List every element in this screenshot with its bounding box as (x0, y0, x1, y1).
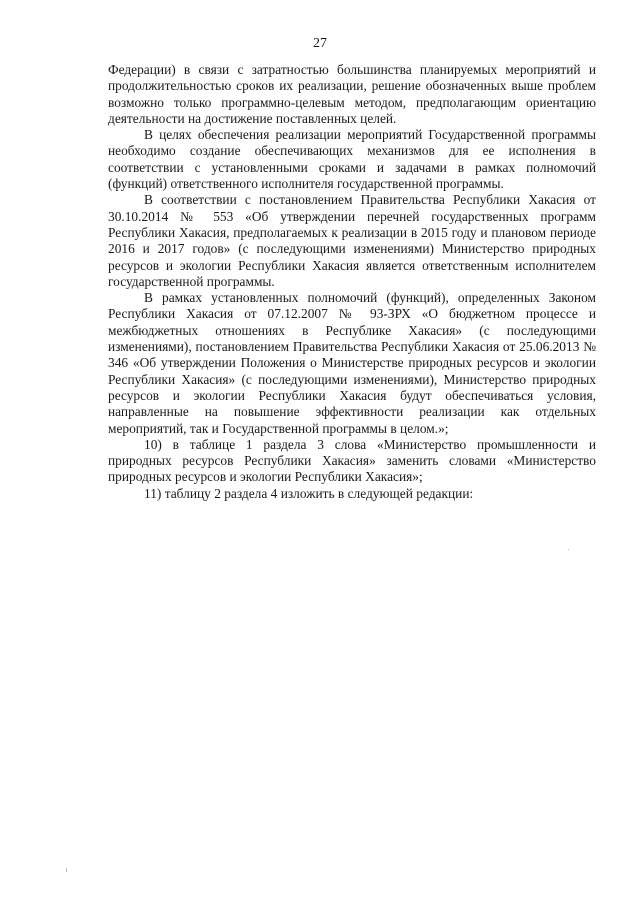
paragraph-item-11: 11) таблицу 2 раздела 4 изложить в следующей редакции: (144, 485, 474, 501)
paragraph-government-resolution: В соответствии с постановлением Правительства Республики Хакасия от 30.10.2014 № 553 «Об утверждении перечней государственных программ Республики Хакасия, предполагаемых к реализации в 2015 году и плановом периоде 2016 и 2017 годов» (с последующими изменениями) Министерство природных ресурсов и экологии Республики Хакасия является ответственным исполнителем государственной программы. (108, 192, 596, 289)
paragraph-continuation: Федерации) в связи с затратностью большинства планируемых мероприятий и продолжительностью сроков их реализации, решение обозначенных выше проблем возможно только программно-целевым методом, предполагающим ориентацию деятельности на достижение поставленных целей. (108, 62, 596, 126)
page-number: 27 (313, 36, 327, 51)
paragraph-powers-functions: В рамках установленных полномочий (функций), определенных Законом Республики Хакасия от 07.12.2007 № 93-ЗРХ «О бюджетном процессе и межбюджетных отношениях в Республике Хакасия» (с последующими изменениями), постановлением Правительства Республики Хакасия от 25.06.2013 № 346 «Об утверждении Положения о Министерстве природных ресурсов и экологии Республики Хакасия» (с последующими изменениями), Министерство природных ресурсов и экологии Республики Хакасия будут обеспечиваться условия, направленные на повышение эффективности реализации как отдельных мероприятий, так и Государственной программы в целом.»; (108, 290, 596, 436)
document-body (108, 62, 596, 502)
scan-speck (568, 549, 569, 550)
paragraph-item-10: 10) в таблице 1 раздела 3 слова «Министерство промышленности и природных ресурсов Республики Хакасия» заменить словами «Министерство природных ресурсов и экологии Республики Хакасия»; (108, 436, 596, 485)
paragraph-implementation-mechanisms: В целях обеспечения реализации мероприятий Государственной программы необходимо создание обеспечивающих механизмов для ее исполнения в соответствии с установленными сроками и задачами в рамках полномочий (функций) ответственного исполнителя государственной программы. (108, 127, 596, 192)
scan-speck (66, 868, 67, 872)
